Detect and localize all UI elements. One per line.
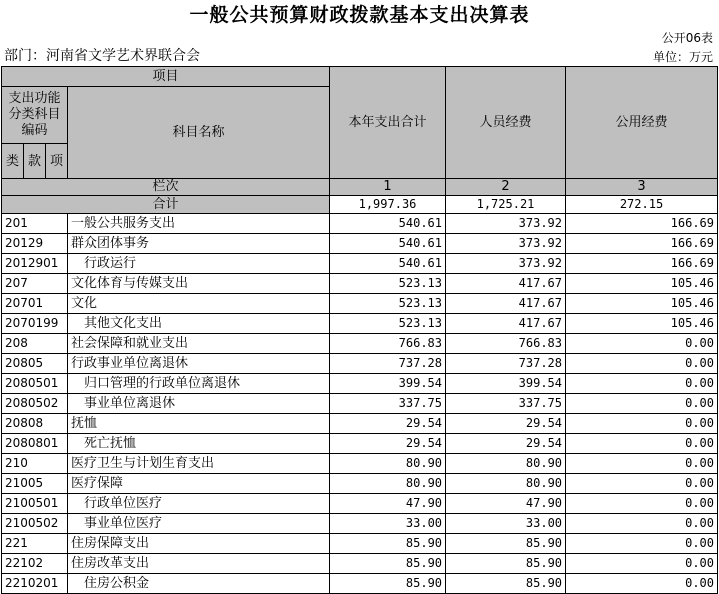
row-total: 33.00 <box>330 514 446 534</box>
row-total: 85.90 <box>330 554 446 574</box>
header-subject-name: 科目名称 <box>68 87 330 179</box>
table-row <box>2 254 718 274</box>
row-code: 2100502 <box>2 514 68 534</box>
row-personnel: 373.92 <box>446 234 566 254</box>
sum-total: 1,997.36 <box>330 196 446 214</box>
row-code: 2100501 <box>2 494 68 514</box>
row-subject-name: 行政单位医疗 <box>68 494 330 514</box>
row-subject-name: 文化 <box>68 294 330 314</box>
row-public: 105.46 <box>566 294 718 314</box>
row-total: 540.61 <box>330 214 446 234</box>
sum-public: 272.15 <box>566 196 718 214</box>
row-public: 0.00 <box>566 414 718 434</box>
row-total: 29.54 <box>330 434 446 454</box>
row-total: 47.90 <box>330 494 446 514</box>
header-lei: 类 <box>2 144 24 179</box>
row-public: 0.00 <box>566 554 718 574</box>
row-subject-name: 归口管理的行政单位离退休 <box>68 374 330 394</box>
row-public: 0.00 <box>566 494 718 514</box>
row-personnel: 766.83 <box>446 334 566 354</box>
table-row <box>2 234 718 254</box>
row-code: 2012901 <box>2 254 68 274</box>
header-kuan: 款 <box>24 144 46 179</box>
row-personnel: 417.67 <box>446 314 566 334</box>
row-public: 0.00 <box>566 574 718 594</box>
table-row <box>2 574 718 594</box>
row-subject-name: 事业单位离退休 <box>68 394 330 414</box>
row-public: 0.00 <box>566 374 718 394</box>
row-subject-name: 社会保障和就业支出 <box>68 334 330 354</box>
table-header <box>2 67 718 214</box>
header-item: 项目 <box>2 67 330 87</box>
header-column-no: 栏次 <box>2 179 330 196</box>
table-row <box>2 534 718 554</box>
row-code: 221 <box>2 534 68 554</box>
row-code: 20805 <box>2 354 68 374</box>
row-total: 337.75 <box>330 394 446 414</box>
row-total: 85.90 <box>330 534 446 554</box>
row-subject-name: 文化体育与传媒支出 <box>68 274 330 294</box>
row-total: 540.61 <box>330 254 446 274</box>
table-row <box>2 494 718 514</box>
sum-personnel: 1,725.21 <box>446 196 566 214</box>
row-public: 0.00 <box>566 474 718 494</box>
table-row <box>2 314 718 334</box>
table-row <box>2 514 718 534</box>
table-row <box>2 414 718 434</box>
row-total: 766.83 <box>330 334 446 354</box>
row-subject-name: 一般公共服务支出 <box>68 214 330 234</box>
row-subject-name: 事业单位医疗 <box>68 514 330 534</box>
table-row <box>2 394 718 414</box>
row-personnel: 85.90 <box>446 574 566 594</box>
row-subject-name: 行政事业单位离退休 <box>68 354 330 374</box>
row-personnel: 373.92 <box>446 254 566 274</box>
report-title: 一般公共预算财政拨款基本支出决算表 <box>189 4 530 26</box>
row-public: 0.00 <box>566 394 718 414</box>
row-personnel: 80.90 <box>446 454 566 474</box>
row-public: 166.69 <box>566 214 718 234</box>
row-code: 20701 <box>2 294 68 314</box>
row-total: 85.90 <box>330 574 446 594</box>
table-row <box>2 334 718 354</box>
department-label: 部门：河南省文学艺术界联合会 <box>4 48 200 64</box>
row-subject-name: 行政运行 <box>68 254 330 274</box>
row-personnel: 737.28 <box>446 354 566 374</box>
row-subject-name: 住房保障支出 <box>68 534 330 554</box>
header-personnel: 人员经费 <box>446 67 566 179</box>
row-personnel: 33.00 <box>446 514 566 534</box>
form-number: 公开06表 <box>661 31 713 45</box>
row-subject-name: 住房公积金 <box>68 574 330 594</box>
row-total: 29.54 <box>330 414 446 434</box>
row-code: 208 <box>2 334 68 354</box>
table-row <box>2 214 718 234</box>
header-public: 公用经费 <box>566 67 718 179</box>
row-code: 22102 <box>2 554 68 574</box>
row-public: 105.46 <box>566 314 718 334</box>
row-personnel: 29.54 <box>446 434 566 454</box>
row-total: 737.28 <box>330 354 446 374</box>
table-body <box>2 214 718 594</box>
unit-label: 单位：万元 <box>652 50 713 64</box>
row-public: 0.00 <box>566 514 718 534</box>
table-row <box>2 454 718 474</box>
row-total: 523.13 <box>330 294 446 314</box>
row-personnel: 47.90 <box>446 494 566 514</box>
row-public: 0.00 <box>566 434 718 454</box>
row-public: 0.00 <box>566 454 718 474</box>
row-public: 0.00 <box>566 354 718 374</box>
row-personnel: 399.54 <box>446 374 566 394</box>
row-code: 2080501 <box>2 374 68 394</box>
row-code: 20129 <box>2 234 68 254</box>
table-row <box>2 434 718 454</box>
row-subject-name: 医疗保障 <box>68 474 330 494</box>
row-total: 80.90 <box>330 454 446 474</box>
row-personnel: 373.92 <box>446 214 566 234</box>
row-personnel: 85.90 <box>446 534 566 554</box>
row-personnel: 417.67 <box>446 294 566 314</box>
row-code: 20808 <box>2 414 68 434</box>
row-public: 166.69 <box>566 254 718 274</box>
row-total: 399.54 <box>330 374 446 394</box>
row-subject-name: 抚恤 <box>68 414 330 434</box>
row-code: 2080801 <box>2 434 68 454</box>
row-code: 201 <box>2 214 68 234</box>
table-row <box>2 274 718 294</box>
row-subject-name: 住房改革支出 <box>68 554 330 574</box>
table-row <box>2 554 718 574</box>
row-code: 21005 <box>2 474 68 494</box>
row-public: 105.46 <box>566 274 718 294</box>
header-col1: 1 <box>330 179 446 196</box>
header-col2: 2 <box>446 179 566 196</box>
row-code: 2080502 <box>2 394 68 414</box>
row-subject-name: 群众团体事务 <box>68 234 330 254</box>
expenditure-table <box>1 66 718 594</box>
row-code: 2210201 <box>2 574 68 594</box>
table-row <box>2 294 718 314</box>
row-subject-name: 其他文化支出 <box>68 314 330 334</box>
row-public: 166.69 <box>566 234 718 254</box>
sum-label: 合计 <box>2 196 330 214</box>
header-code: 支出功能分类科目编码 <box>2 87 68 144</box>
header-total: 本年支出合计 <box>330 67 446 179</box>
row-personnel: 337.75 <box>446 394 566 414</box>
row-public: 0.00 <box>566 334 718 354</box>
row-personnel: 80.90 <box>446 474 566 494</box>
row-subject-name: 医疗卫生与计划生育支出 <box>68 454 330 474</box>
header-col3: 3 <box>566 179 718 196</box>
row-personnel: 417.67 <box>446 274 566 294</box>
row-code: 210 <box>2 454 68 474</box>
header-xiang: 项 <box>46 144 68 179</box>
table-row <box>2 354 718 374</box>
row-personnel: 29.54 <box>446 414 566 434</box>
row-total: 540.61 <box>330 234 446 254</box>
row-code: 207 <box>2 274 68 294</box>
row-code: 2070199 <box>2 314 68 334</box>
row-personnel: 85.90 <box>446 554 566 574</box>
row-subject-name: 死亡抚恤 <box>68 434 330 454</box>
row-public: 0.00 <box>566 534 718 554</box>
row-total: 523.13 <box>330 274 446 294</box>
table-row <box>2 374 718 394</box>
row-total: 80.90 <box>330 474 446 494</box>
table-row <box>2 474 718 494</box>
row-total: 523.13 <box>330 314 446 334</box>
